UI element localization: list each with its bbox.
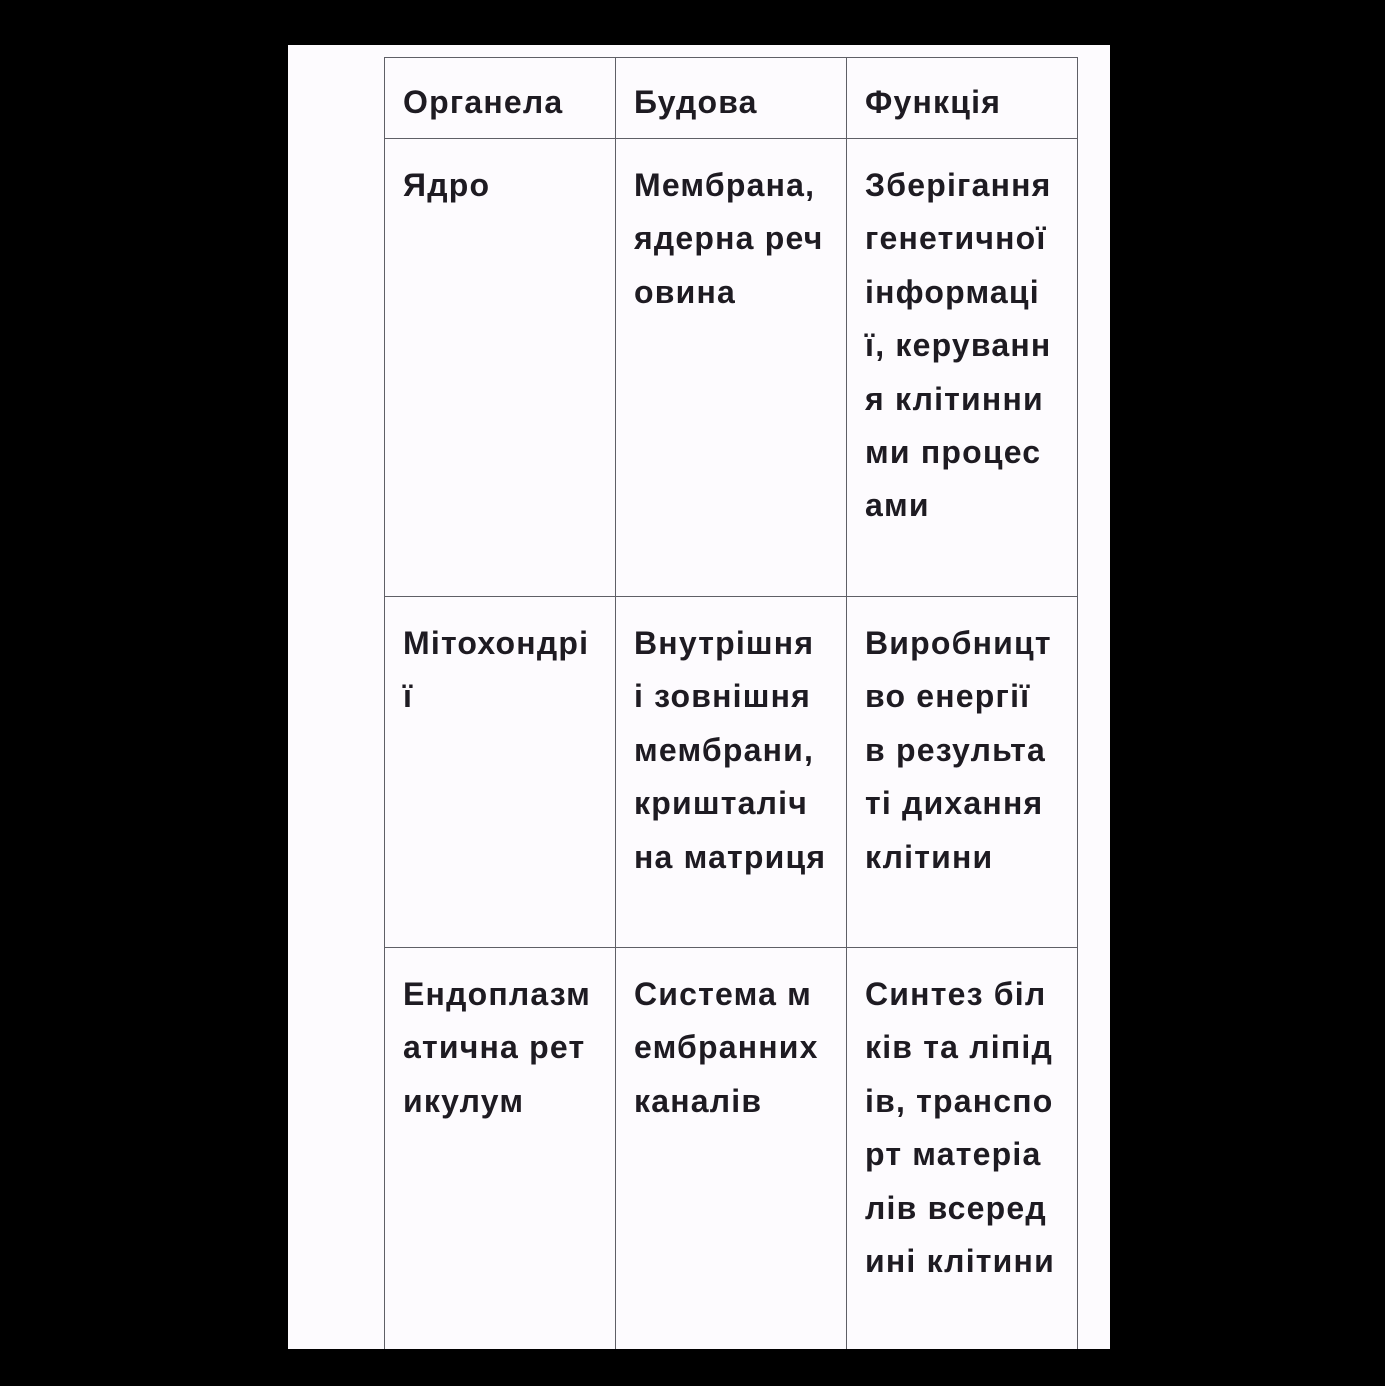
table-row <box>385 139 1078 597</box>
document-page <box>288 45 1110 1349</box>
cell-structure: Система мембранних каналів <box>616 948 847 1350</box>
cell-organelle: Мітохондрії <box>385 597 616 948</box>
cell-organelle: Ядро <box>385 139 616 597</box>
cell-structure: Внутрішня і зовнішня мембрани, кришталічна матриця <box>616 597 847 948</box>
cell-function: Синтез білків та ліпідів, транспорт матеріалів всередині клітини <box>847 948 1078 1350</box>
organelle-table <box>384 57 1078 1349</box>
header-structure: Будова <box>616 58 847 139</box>
table-row <box>385 948 1078 1350</box>
cell-function: Виробництво енергії в результаті дихання клітини <box>847 597 1078 948</box>
header-function: Функція <box>847 58 1078 139</box>
cell-function: Зберігання генетичної інформації, керування клітинними процесами <box>847 139 1078 597</box>
table-row <box>385 597 1078 948</box>
cell-organelle: Ендоплазматична ретикулум <box>385 948 616 1350</box>
header-organelle: Органела <box>385 58 616 139</box>
table-header-row <box>385 58 1078 139</box>
cell-structure: Мембрана, ядерна речовина <box>616 139 847 597</box>
